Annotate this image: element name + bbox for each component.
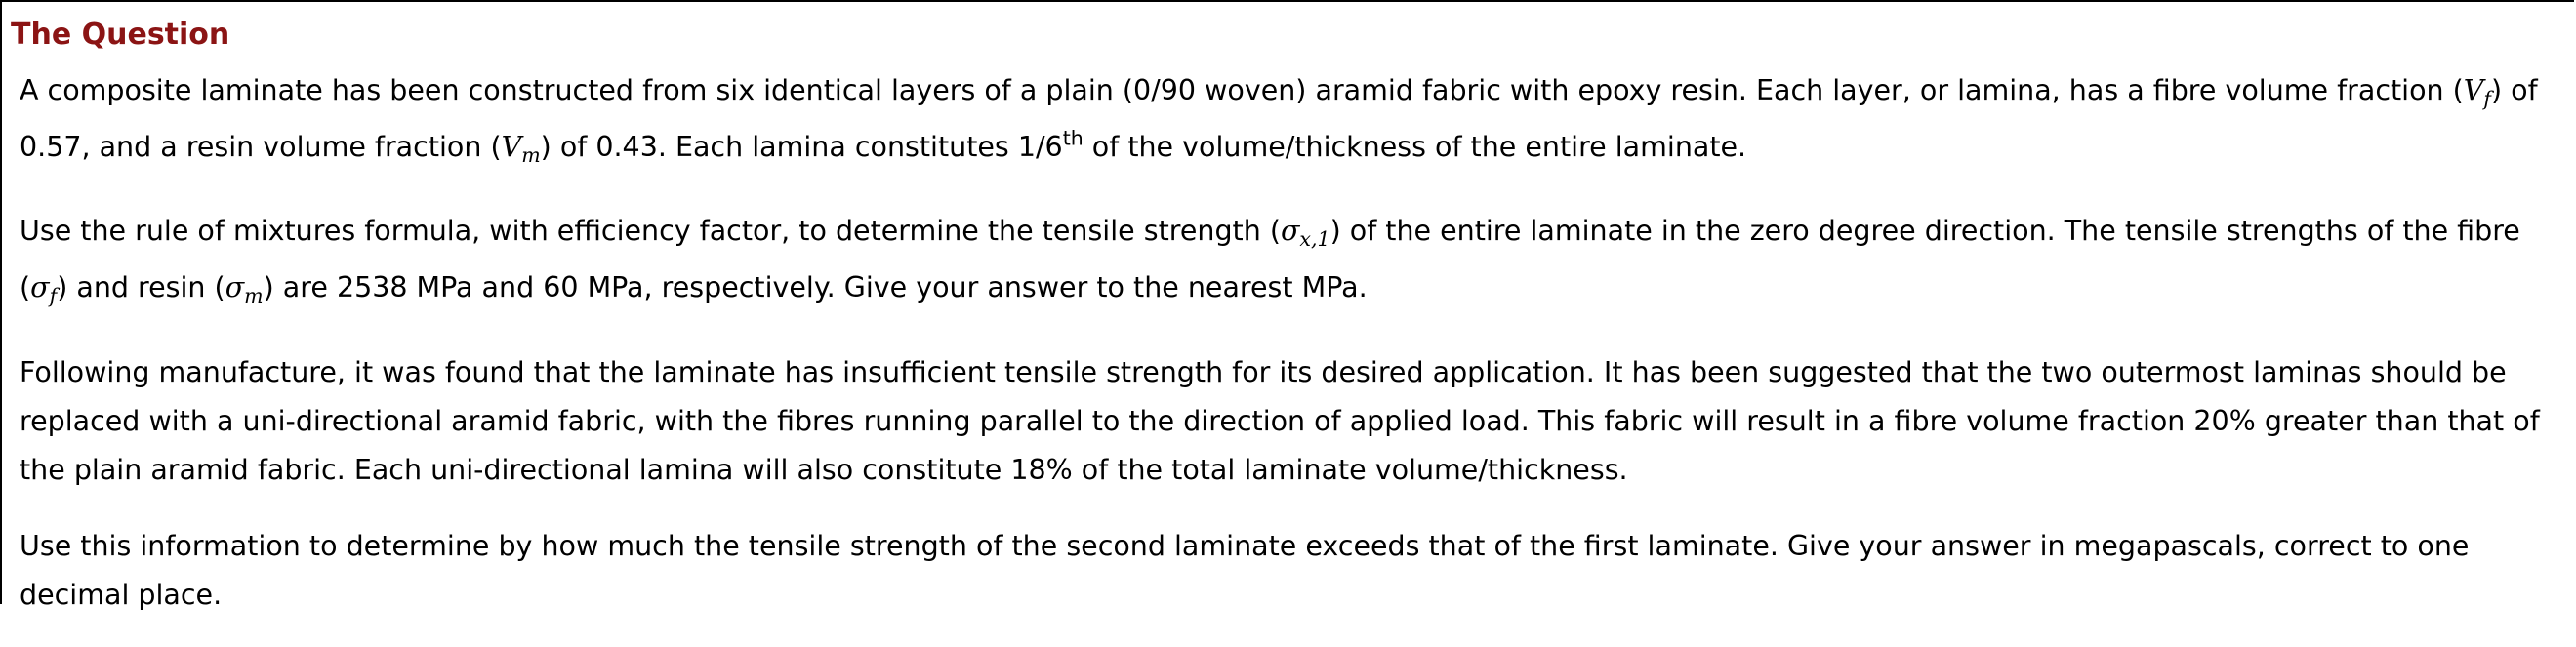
- p2-text-1: Use the rule of mixtures formula, with efficiency factor, to determine the tensile strength (: [20, 215, 1281, 248]
- paragraph-final-task: Use this information to determine by how much the tensile strength of the second laminate exceeds that of the first laminate. Give your answer in megapascals, correct to one decimal place.: [20, 529, 2470, 611]
- p2-text-4: ) are 2538 MPa and 60 MPa, respectively. Give your answer to the nearest MPa.: [263, 271, 1368, 304]
- question-heading: The Question: [11, 18, 230, 52]
- resin-strength-symbol: $\sigma_m$: [225, 271, 264, 308]
- p1-text-3: ) of 0.43. Each lamina constitutes 1/6: [540, 131, 1063, 164]
- paragraph-manufacture-issue: Following manufacture, it was found that the laminate has insufficient tensile strength for its desired application. It has been suggested that the two outermost laminas should be replaced with a uni-directional aramid fabric, with the fibres running parallel to the direction of applied load. This fabric will result in a fibre volume fraction 20% greater than that of the plain aramid fabric. Each uni-directional lamina will also constitute 18% of the total laminate volume/thickness.: [20, 355, 2540, 486]
- paragraph-laminate-description: [20, 66, 2562, 180]
- p2-text-3: ) and resin (: [57, 271, 225, 304]
- p2-text-2: ) of the entire laminate in the zero degree direction. The tensile strengths of the fibre (: [20, 215, 2520, 304]
- p1-text-4: of the volume/thickness of the entire laminate.: [1083, 131, 1747, 164]
- laminate-strength-symbol: $\sigma_{x,1}$: [1280, 215, 1330, 252]
- paragraph-rule-of-mixtures: [20, 207, 2562, 320]
- p1-text-2: ) of 0.57, and a resin volume fraction (: [20, 74, 2538, 164]
- fibre-strength-symbol: $\sigma_f$: [30, 271, 58, 308]
- question-body: [20, 66, 2562, 647]
- fibre-volume-fraction-symbol: $V_f$: [2463, 74, 2491, 111]
- p1-text-1: A composite laminate has been constructed from six identical layers of a plain (0/90 woven) aramid fabric with epoxy resin. Each layer, or lamina, has a fibre volume fraction (: [20, 74, 2464, 106]
- resin-volume-fraction-symbol: $V_m$: [501, 131, 541, 168]
- ordinal-superscript: th: [1062, 126, 1084, 150]
